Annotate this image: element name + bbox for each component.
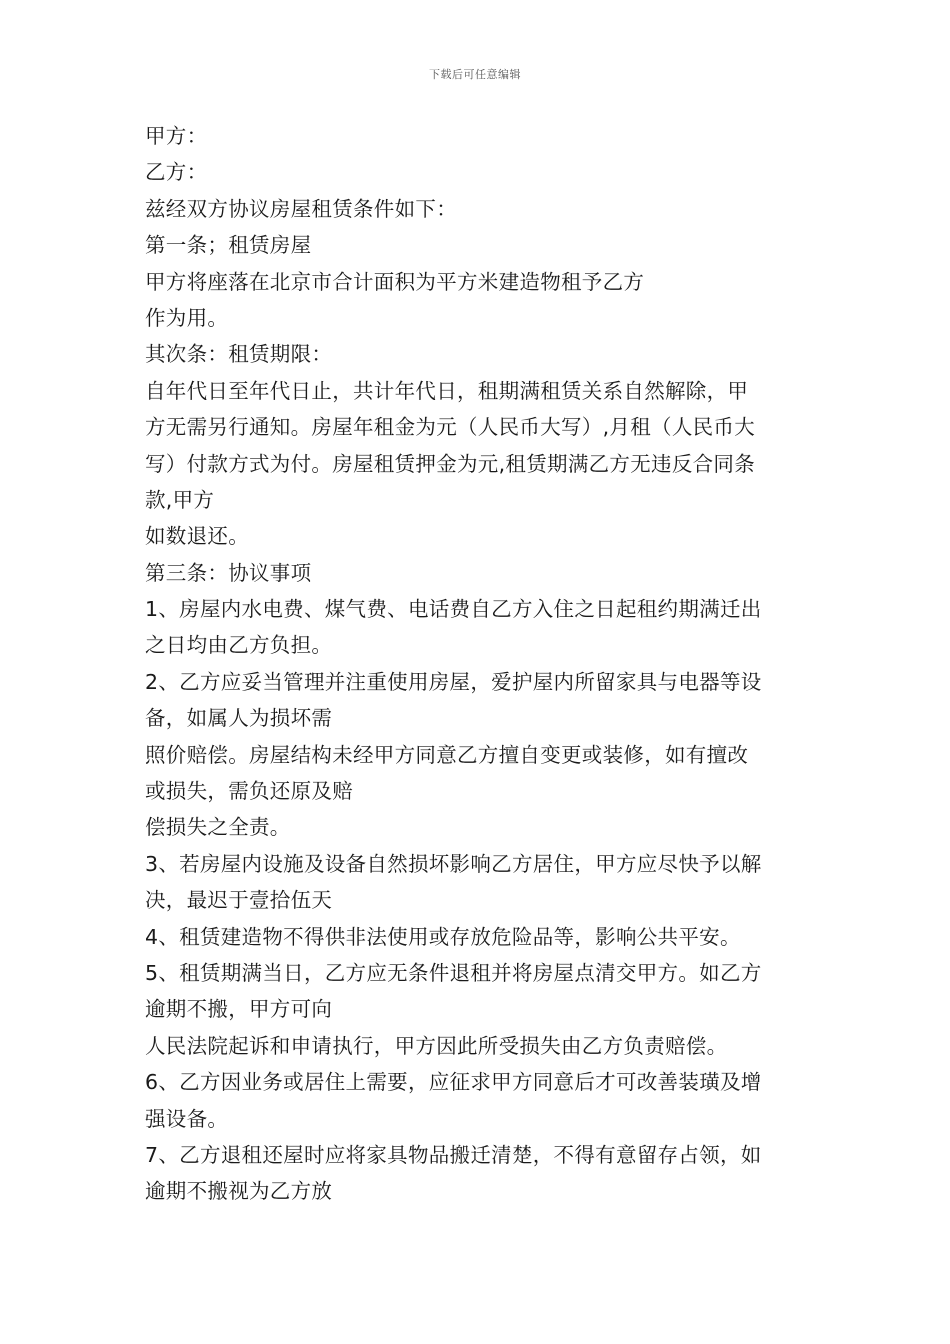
clause-line: 2、乙方应妥当管理并注重使用房屋，爱护屋内所留家具与电器等设: [145, 669, 762, 694]
clause-line: 逾期不搬视为乙方放: [145, 1179, 333, 1204]
clause-line: 偿损失之全责。: [145, 815, 291, 840]
text-line: 如数退还。: [145, 524, 249, 549]
clause-line: 1、房屋内水电费、煤气费、电话费自乙方入住之日起租约期满迁出: [145, 597, 762, 622]
clause-line: 6、乙方因业务或居住上需要，应征求甲方同意后才可改善装璜及增: [145, 1070, 762, 1095]
line-party-b: 乙方：: [145, 160, 208, 185]
line-party-a: 甲方：: [145, 124, 208, 148]
clause-line: 逾期不搬，甲方可向: [145, 997, 333, 1022]
text-line: 作为用。: [145, 305, 229, 330]
clause-line: 4、租赁建造物不得供非法使用或存放危险品等，影响公共平安。: [145, 924, 741, 949]
text-line: 自年代日至年代日止，共计年代日，租期满租赁关系自然解除，甲: [145, 378, 749, 403]
clause-line: 照价赔偿。房屋结构未经甲方同意乙方擅自变更或装修，如有擅改: [145, 742, 749, 767]
line-article-2-title: 其次条：租赁期限：: [145, 342, 333, 367]
clause-line: 3、若房屋内设施及设备自然损坏影响乙方居住，甲方应尽快予以解: [145, 851, 762, 876]
text-line: 方无需另行通知。房屋年租金为元（人民币大写）,月租（人民币大: [145, 415, 756, 440]
line-intro: 兹经双方协议房屋租赁条件如下：: [145, 196, 457, 221]
clause-line: 之日均由乙方负担。: [145, 633, 333, 658]
document-body: [145, 118, 810, 1210]
header-note: 下载后可任意编辑: [429, 68, 521, 81]
clause-line: 人民法院起诉和申请执行，甲方因此所受损失由乙方负责赔偿。: [145, 1033, 728, 1058]
clause-line: 7、乙方退租还屋时应将家具物品搬迁清楚，不得有意留存占领，如: [145, 1142, 762, 1167]
text-line: 甲方将座落在北京市合计面积为平方米建造物租予乙方: [145, 269, 645, 294]
clause-line: 5、租赁期满当日，乙方应无条件退租并将房屋点清交甲方。如乙方: [145, 960, 762, 985]
clause-line: 决，最迟于壹拾伍天: [145, 888, 333, 913]
line-article-3-title: 第三条：协议事项: [145, 560, 312, 585]
clause-line: 备，如属人为损坏需: [145, 706, 333, 731]
line-article-1-title: 第一条；租赁房屋: [145, 233, 312, 258]
clause-line: 或损失，需负还原及赔: [145, 779, 353, 804]
clause-line: 强设备。: [145, 1106, 229, 1131]
text-line: 款,甲方: [145, 487, 215, 512]
text-line: 写）付款方式为付。房屋租赁押金为元,租赁期满乙方无违反合同条: [145, 451, 756, 476]
